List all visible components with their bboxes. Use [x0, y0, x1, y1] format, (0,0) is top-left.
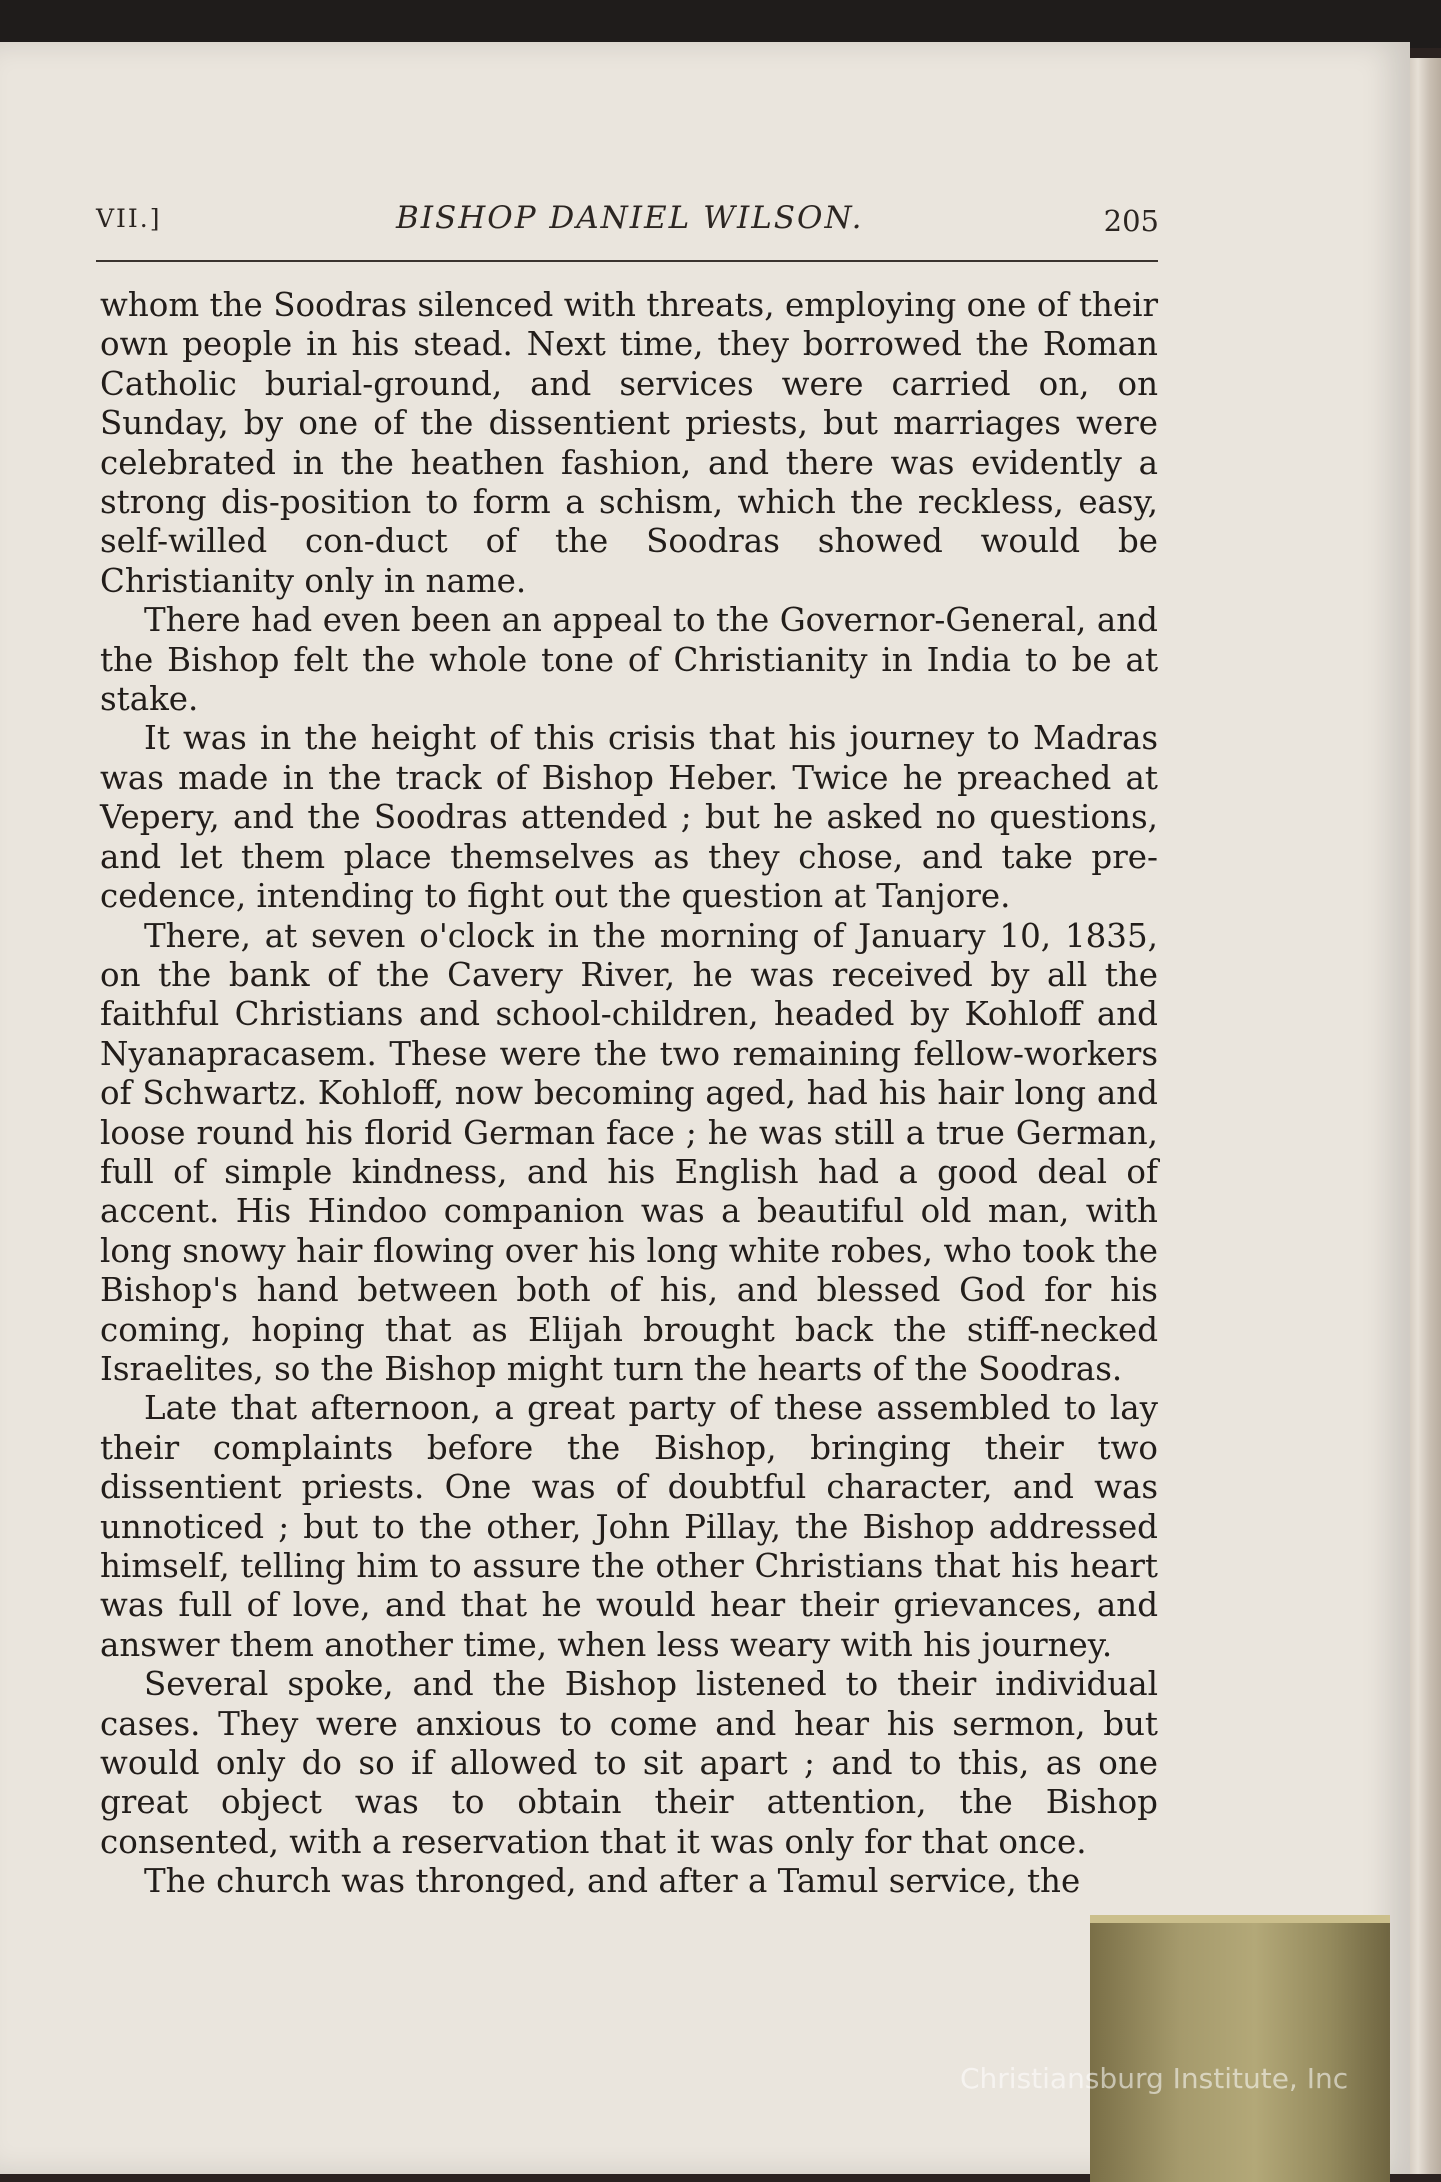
- paragraph-6: Several spoke, and the Bishop listened to their individual cases. They were anxious to come and hear his sermon, but would only do so if allowed to sit apart ; and to this, as one great object was to obtain their attention, the Bishop consented, with a reservation that it was only for that once.: [100, 1665, 1158, 1861]
- paragraph-3: It was in the height of this crisis that his journey to Madras was made in the track of Bishop Heber. Twice he preached at Vepery, and the Soodras attended ; but he asked no questions, and let them place themselves as they chose, and take pre-cedence, intending to fight out the question at Tanjore.: [100, 719, 1158, 916]
- running-title: BISHOP DANIEL WILSON.: [396, 200, 864, 236]
- watermark-text: Christiansburg Institute, Inc: [960, 2062, 1349, 2095]
- paragraph-5: Late that afternoon, a great party of these assembled to lay their complaints before the Bishop, bringing their two dissentient priests. One was of doubtful character, and was unnoticed ; but to the other, John Pillay, the Bishop addressed himself, telling him to assure the other Christians that his heart was full of love, and that he would hear their grievances, and answer them another time, when less weary with his journey.: [100, 1389, 1158, 1664]
- paragraph-1: whom the Soodras silenced with threats, employing one of their own people in his stead. Next time, they borrowed the Roman Catholic burial-ground, and services were carried on, on Sunday, by one of the dissentient priests, but marriages were celebrated in the heathen fashion, and there was evidently a strong dis-position to form a schism, which the reckless, easy, self-willed con-duct of the Soodras showed would be Christianity only in name.: [100, 286, 1158, 600]
- running-head: [96, 196, 1161, 248]
- scan-top-band: [0, 0, 1441, 48]
- paragraph-4: There, at seven o'clock in the morning of January 10, 1835, on the bank of the Cavery River, he was received by all the faithful Christians and school-children, headed by Kohloff and Nyanapracasem. These were the two remaining fellow-workers of Schwartz. Kohloff, now becoming aged, had his hair long and loose round his florid German face ; he was still a true German, full of simple kindness, and his English had a good deal of accent. His Hindoo companion was a beautiful old man, with long snowy hair flowing over his long white robes, who took the Bishop's hand between both of his, and blessed God for his coming, hoping that as Elijah brought back the stiff-necked Israelites, so the Bishop might turn the hearts of the Soodras.: [100, 916, 1158, 1388]
- paragraph-2: There had even been an appeal to the Governor-General, and the Bishop felt the whole tone of Christianity in India to be at stake.: [100, 601, 1158, 719]
- page-number: 205: [1103, 204, 1159, 238]
- chapter-number: VII.]: [96, 204, 162, 233]
- header-rule: [96, 260, 1158, 262]
- paragraph-7: The church was thronged, and after a Tamul service, the: [144, 1862, 1081, 1901]
- bookmark-ribbon: [1090, 1915, 1390, 2182]
- body-text: [100, 286, 1158, 1902]
